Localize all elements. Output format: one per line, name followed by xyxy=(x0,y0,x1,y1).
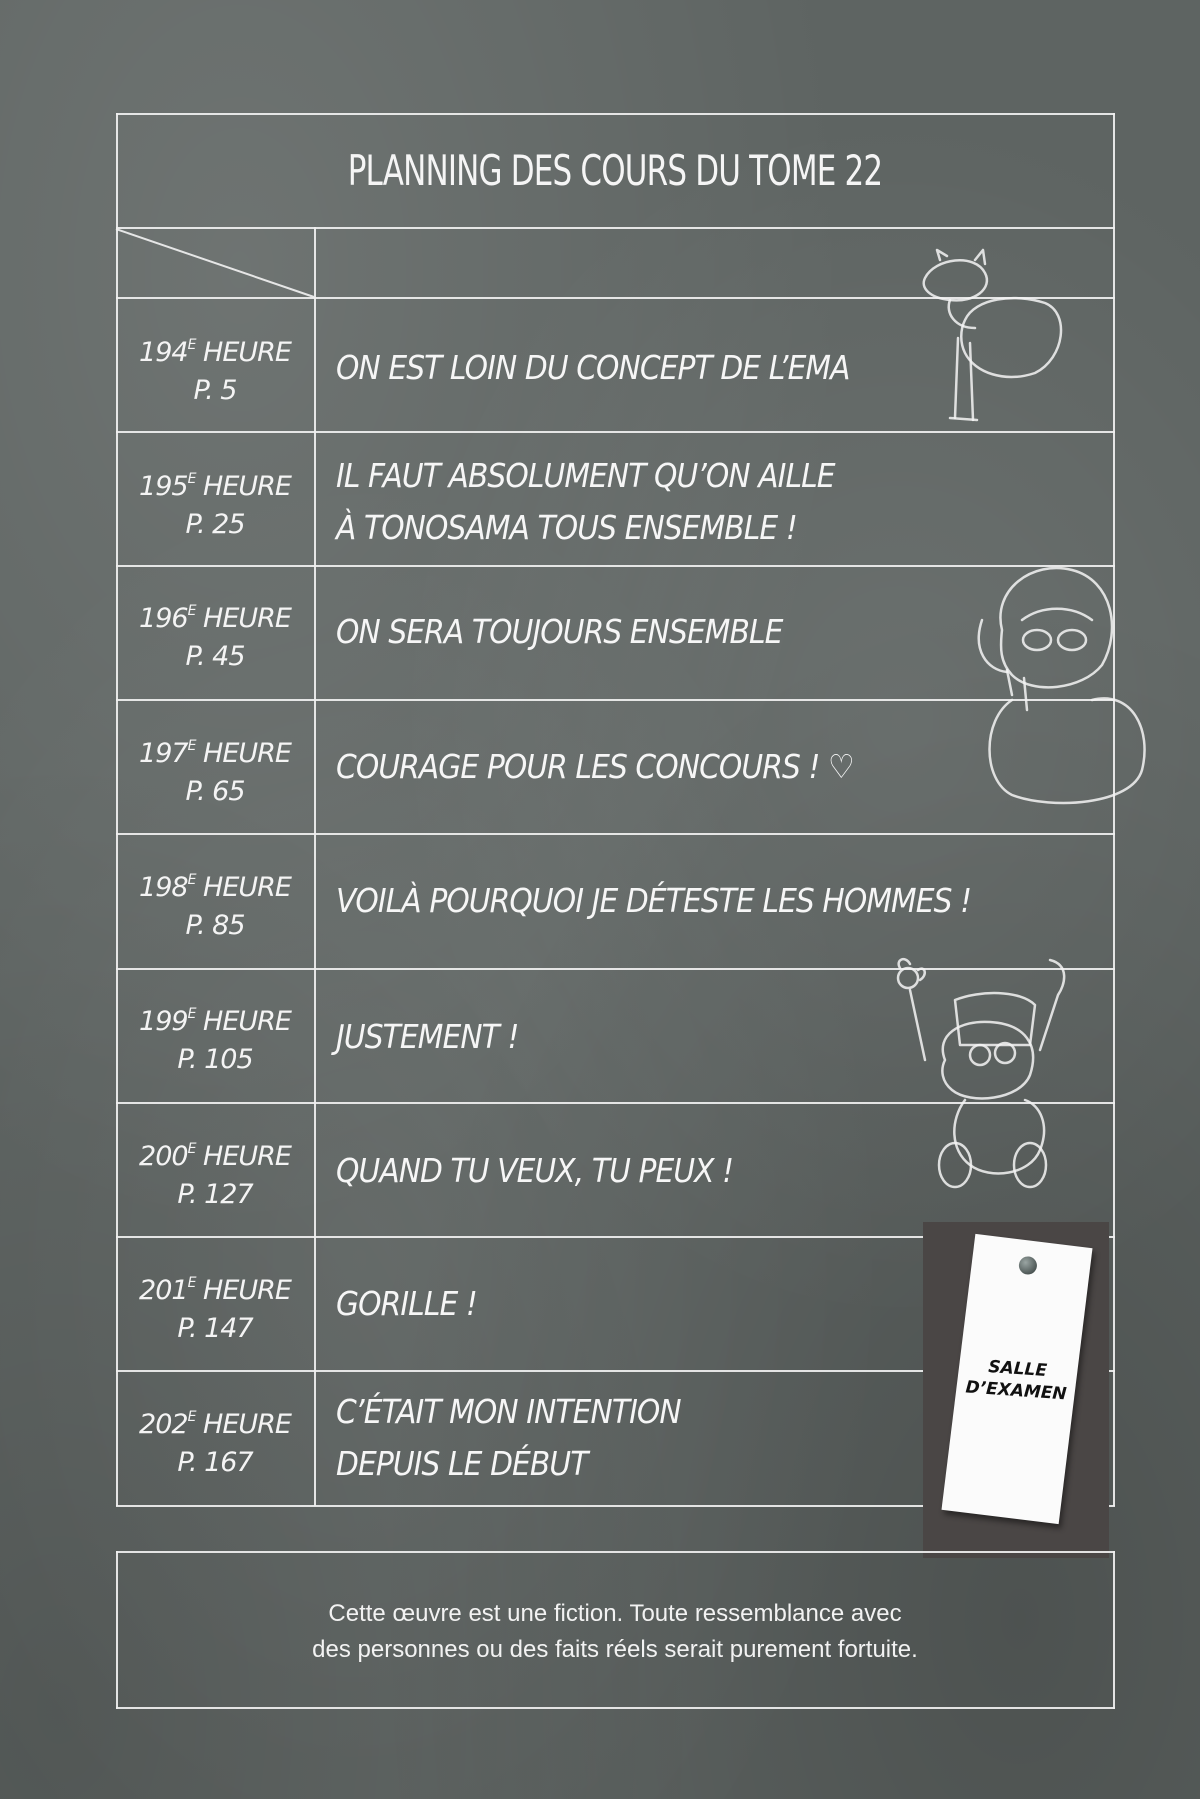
chapter-title-line: IL FAUT ABSOLUMENT QU’ON AILLE xyxy=(336,456,835,495)
row-hour-label xyxy=(116,326,314,410)
chapter-title-line: ON SERA TOUJOURS ENSEMBLE xyxy=(336,612,783,651)
hour-number: 202 xyxy=(139,1409,188,1440)
hour-word: HEURE xyxy=(203,1409,291,1440)
row-hour-label xyxy=(116,460,314,544)
chapter-title-line: VOILÀ POURQUOI JE DÉTESTE LES HOMMES ! xyxy=(336,881,972,920)
hour-suffix: E xyxy=(187,1006,196,1022)
page-number: P. 45 xyxy=(185,641,245,672)
hour-suffix: E xyxy=(187,1141,196,1157)
row-hour-label xyxy=(116,1130,314,1214)
chalk-bird-drawing xyxy=(905,248,1075,438)
row-hour-label xyxy=(116,995,314,1079)
chapter-title xyxy=(336,450,1020,554)
hour-word: HEURE xyxy=(203,603,291,634)
page-number: P. 127 xyxy=(177,1179,253,1210)
tag-label-line: SALLE xyxy=(987,1356,1048,1382)
hour-number: 201 xyxy=(139,1275,188,1306)
row-separator xyxy=(116,833,1115,835)
chapter-title-line: COURAGE POUR LES CONCOURS ! ♡ xyxy=(336,747,854,786)
row-separator xyxy=(116,699,1115,701)
hour-number: 198 xyxy=(139,872,188,903)
page-number: P. 85 xyxy=(185,910,245,941)
footer-border-bottom xyxy=(116,1707,1115,1709)
hour-word: HEURE xyxy=(203,872,291,903)
column-divider xyxy=(314,227,316,1506)
page-number: P. 105 xyxy=(177,1044,253,1075)
chapter-title-line: À TONOSAMA TOUS ENSEMBLE ! xyxy=(336,508,797,547)
chapter-title-line: GORILLE ! xyxy=(336,1284,477,1323)
page-number: P. 25 xyxy=(185,509,245,540)
row-hour-label xyxy=(116,1398,314,1482)
hour-suffix: E xyxy=(187,337,196,353)
page-number: P. 65 xyxy=(185,776,245,807)
row-separator xyxy=(116,565,1115,567)
chapter-title xyxy=(336,1386,1020,1490)
chapter-title-line: C’ÉTAIT MON INTENTION xyxy=(336,1392,681,1431)
chapter-title-line: ON EST LOIN DU CONCEPT DE L’EMA xyxy=(336,348,850,387)
hour-word: HEURE xyxy=(203,1006,291,1037)
row-hour-label xyxy=(116,727,314,811)
hour-number: 194 xyxy=(139,337,188,368)
hour-word: HEURE xyxy=(203,738,291,769)
hour-number: 199 xyxy=(139,1006,188,1037)
hour-suffix: E xyxy=(187,603,196,619)
row-hour-label xyxy=(116,861,314,945)
chapter-title-line: JUSTEMENT ! xyxy=(336,1017,519,1056)
hour-word: HEURE xyxy=(203,1141,291,1172)
row-hour-label xyxy=(116,592,314,676)
corner-diagonal xyxy=(116,227,316,299)
row-hour-label xyxy=(116,1264,314,1348)
tag-label xyxy=(956,1354,1077,1406)
hour-number: 200 xyxy=(139,1141,188,1172)
hour-word: HEURE xyxy=(203,1275,291,1306)
hour-suffix: E xyxy=(187,1275,196,1291)
hour-suffix: E xyxy=(187,1409,196,1425)
page-number: P. 5 xyxy=(193,375,237,406)
disclaimer xyxy=(116,1596,1114,1668)
chapter-title xyxy=(336,875,1020,927)
hour-number: 197 xyxy=(139,738,188,769)
chapter-title-line: QUAND TU VEUX, TU PEUX ! xyxy=(336,1151,734,1190)
hour-number: 195 xyxy=(139,471,188,502)
hour-suffix: E xyxy=(187,872,196,888)
chapter-title-line: DEPUIS LE DÉBUT xyxy=(336,1444,588,1483)
hour-word: HEURE xyxy=(203,471,291,502)
footer-border-top xyxy=(116,1551,1115,1553)
page-number: P. 147 xyxy=(177,1313,253,1344)
hour-suffix: E xyxy=(187,471,196,487)
chapter-title xyxy=(336,606,1020,658)
chalk-bear-drawing xyxy=(880,950,1080,1210)
hour-number: 196 xyxy=(139,603,188,634)
pin-icon xyxy=(1018,1255,1038,1275)
page-title: PLANNING DES COURS DU TOME 22 xyxy=(347,145,883,195)
hour-word: HEURE xyxy=(203,337,291,368)
page-number: P. 167 xyxy=(177,1447,253,1478)
disclaimer-line: Cette œuvre est une fiction. Toute ressemblance avec xyxy=(328,1600,902,1627)
chalk-character-drawing xyxy=(972,560,1152,820)
chapter-title xyxy=(336,741,1020,793)
chapter-title xyxy=(336,1278,1020,1330)
disclaimer-line: des personnes ou des faits réels serait purement fortuite. xyxy=(312,1636,918,1663)
tag-label-line: D’EXAMEN xyxy=(964,1377,1068,1405)
hour-suffix: E xyxy=(187,738,196,754)
